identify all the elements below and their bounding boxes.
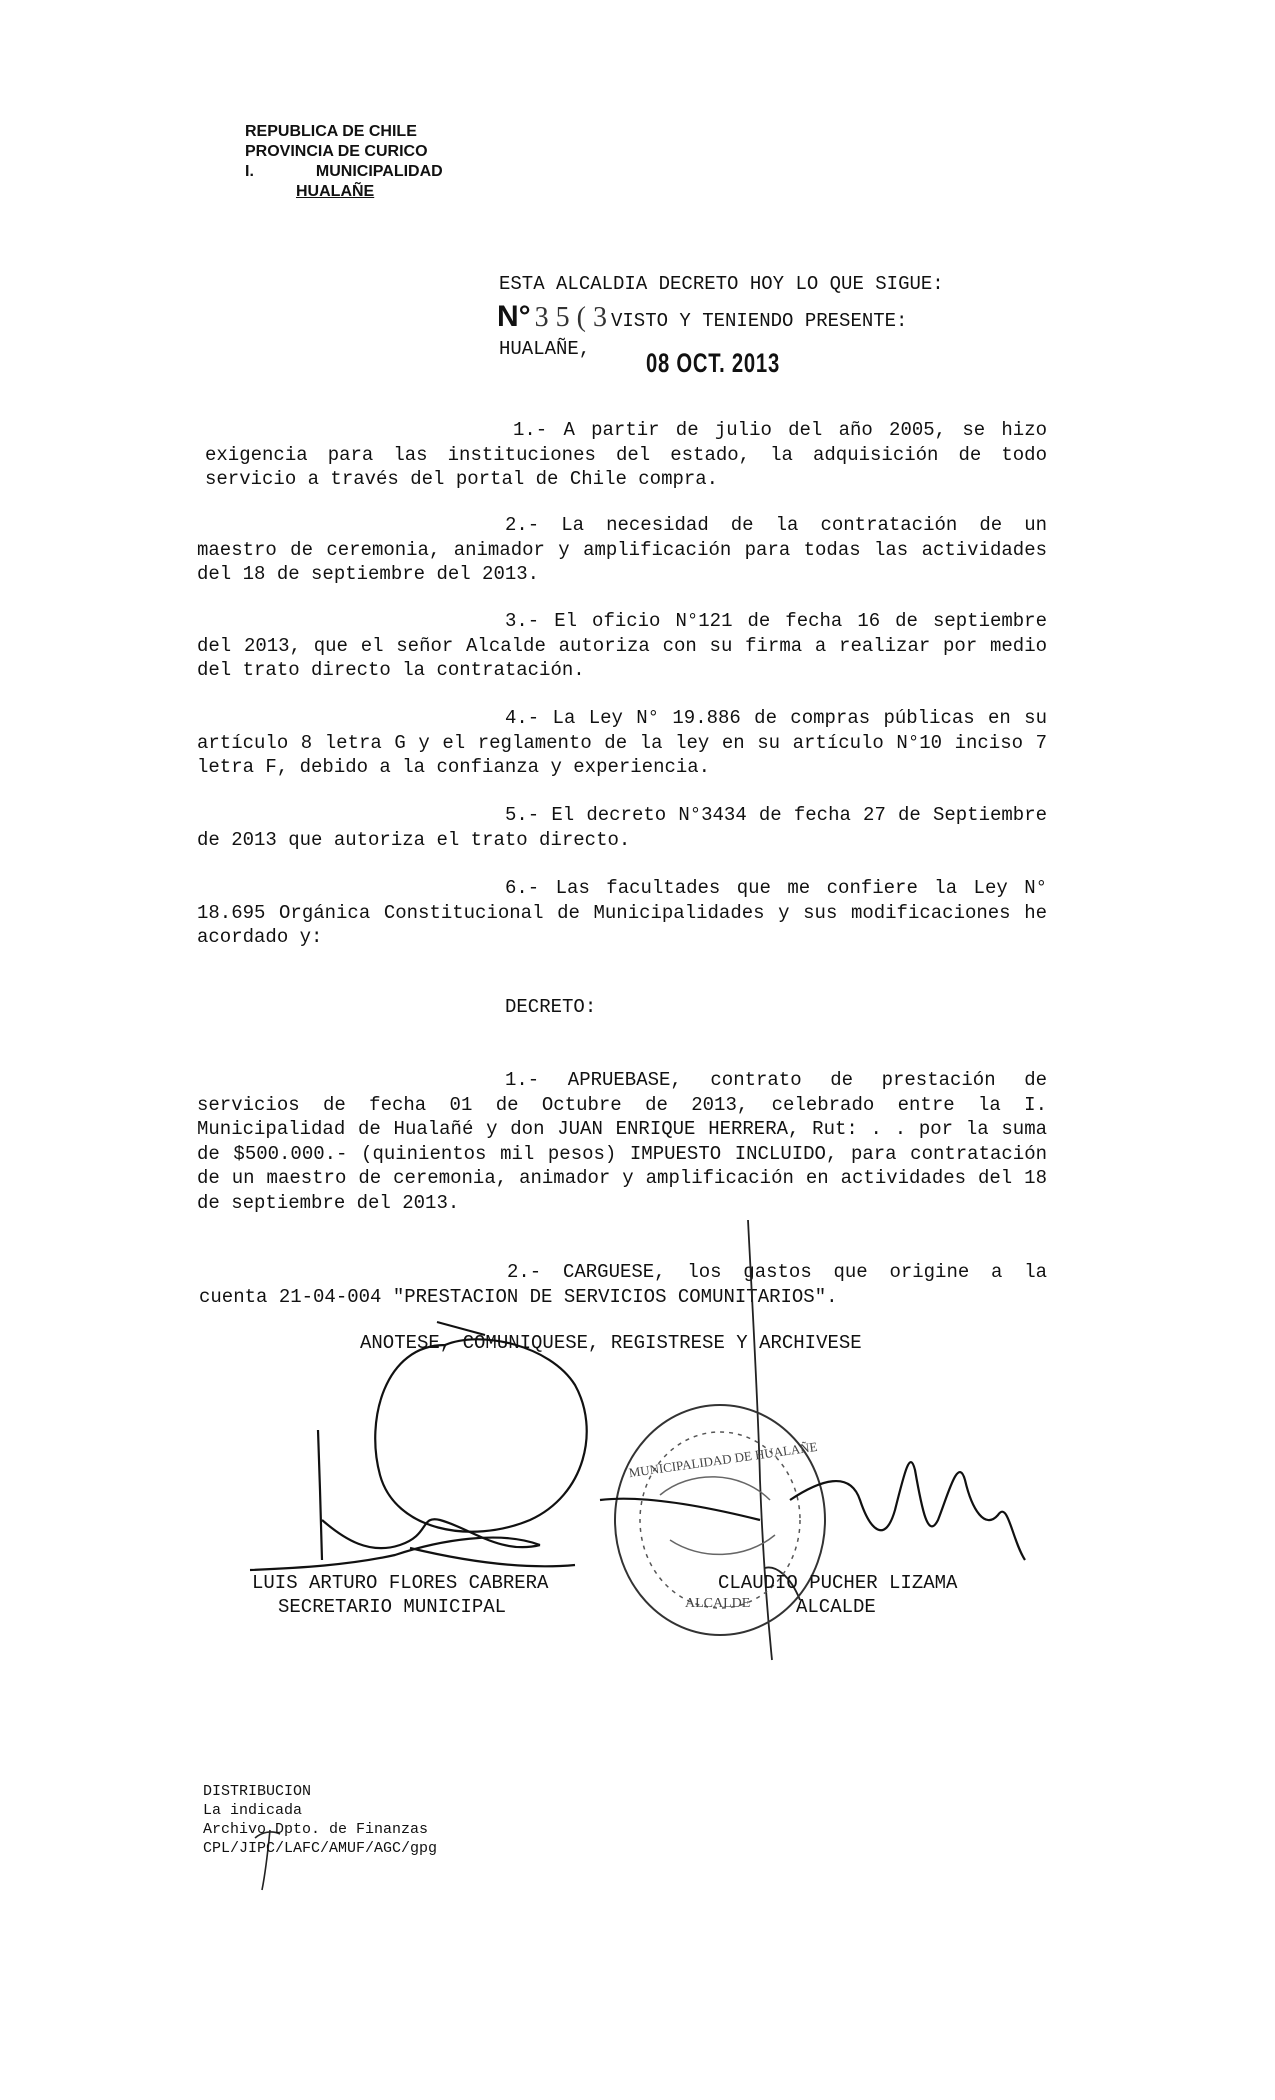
resolutivo-1: 1.- APRUEBASE, contrato de prestación de servicios de fecha 01 de Octubre de 2013, celebrado entre la I. Municipalidad de Hualañé y don JUAN ENRIQUE HERRERA, Rut: . . por la suma de $500.000.- (quinientos mil pesos) IMPUESTO INCLUIDO, para contratación de un maestro de ceremonia, animador y amplificación en actividades del 18 de septiembre del 2013.	[197, 1069, 1047, 1214]
closing-formula: ANOTESE, COMUNIQUESE, REGISTRESE Y ARCHIVESE	[360, 1332, 862, 1354]
left-signature-icon	[250, 1322, 587, 1570]
considerando-5: 5.- El decreto N°3434 de fecha 27 de Septiembre de 2013 que autoriza el trato directo.	[197, 804, 1047, 851]
seal-top-text: MUNICIPALIDAD DE HUALAÑE	[627, 1438, 819, 1481]
letterhead-province: PROVINCIA DE CURICO	[245, 143, 428, 160]
considerando-6: 6.- Las facultades que me confiere la Ley N° 18.695 Orgánica Constitucional de Municipalidades y sus modificaciones he acordado y:	[197, 877, 1047, 948]
letterhead-municipality	[245, 162, 443, 182]
decree-number-value: 3 5 ( 3	[534, 302, 607, 333]
letterhead-municipality-name: MUNICIPALIDAD	[315, 163, 443, 180]
considerando-2: 2.- La necesidad de la contratación de un maestro de ceremonia, animador y amplificación para todas las actividades del 18 de septiembre del 2013.	[197, 514, 1047, 585]
distribution-line-1: La indicada	[203, 1802, 303, 1819]
date-stamp: 08 OCT. 2013	[646, 348, 780, 378]
decreto-heading: DECRETO:	[505, 996, 597, 1018]
letterhead-municipality-prefix: I.	[245, 163, 254, 180]
right-signatory-name: CLAUDIO PUCHER LIZAMA	[718, 1572, 958, 1594]
decree-intro-line: ESTA ALCALDIA DECRETO HOY LO QUE SIGUE:	[499, 273, 944, 295]
distribution	[203, 1782, 437, 1858]
distribution-heading: DISTRIBUCION	[203, 1783, 312, 1800]
letterhead-town: HUALAÑE	[296, 183, 375, 200]
decree-number-label: N°	[497, 300, 531, 333]
distribution-line-2: Archivo Dpto. de Finanzas	[203, 1821, 429, 1838]
seal-bottom-text: ALCALDE	[685, 1596, 751, 1611]
visto-label: VISTO Y TENIENDO PRESENTE:	[611, 310, 908, 332]
left-signatory-name: LUIS ARTURO FLORES CABRERA	[252, 1572, 549, 1594]
distribution-line-3: CPL/JIPC/LAFC/AMUF/AGC/gpg	[203, 1840, 438, 1857]
letterhead-country: REPUBLICA DE CHILE	[245, 123, 417, 140]
considerando-1: 1.- A partir de julio del año 2005, se hizo exigencia para las instituciones del estado, la adquisición de todo servicio a través del portal de Chile compra.	[205, 419, 1047, 490]
decree-number	[497, 300, 907, 334]
right-signature-icon	[600, 1462, 1025, 1560]
right-signatory-title: ALCALDE	[796, 1596, 876, 1618]
considerando-4: 4.- La Ley N° 19.886 de compras públicas en su artículo 8 letra G y el reglamento de la ley en su artículo N°10 inciso 7 letra F, debido a la confianza y experiencia.	[197, 707, 1047, 778]
considerando-3: 3.- El oficio N°121 de fecha 16 de septiembre del 2013, que el señor Alcalde autoriza con su firma a realizar por medio del trato directo la contratación.	[197, 610, 1047, 681]
left-signatory-title: SECRETARIO MUNICIPAL	[278, 1596, 507, 1618]
letterhead	[245, 122, 443, 202]
resolutivo-2: 2.- CARGUESE, los gastos que origine a la cuenta 21-04-004 "PRESTACION DE SERVICIOS COMUNITARIOS".	[199, 1261, 1047, 1308]
decree-place: HUALAÑE,	[499, 338, 591, 360]
